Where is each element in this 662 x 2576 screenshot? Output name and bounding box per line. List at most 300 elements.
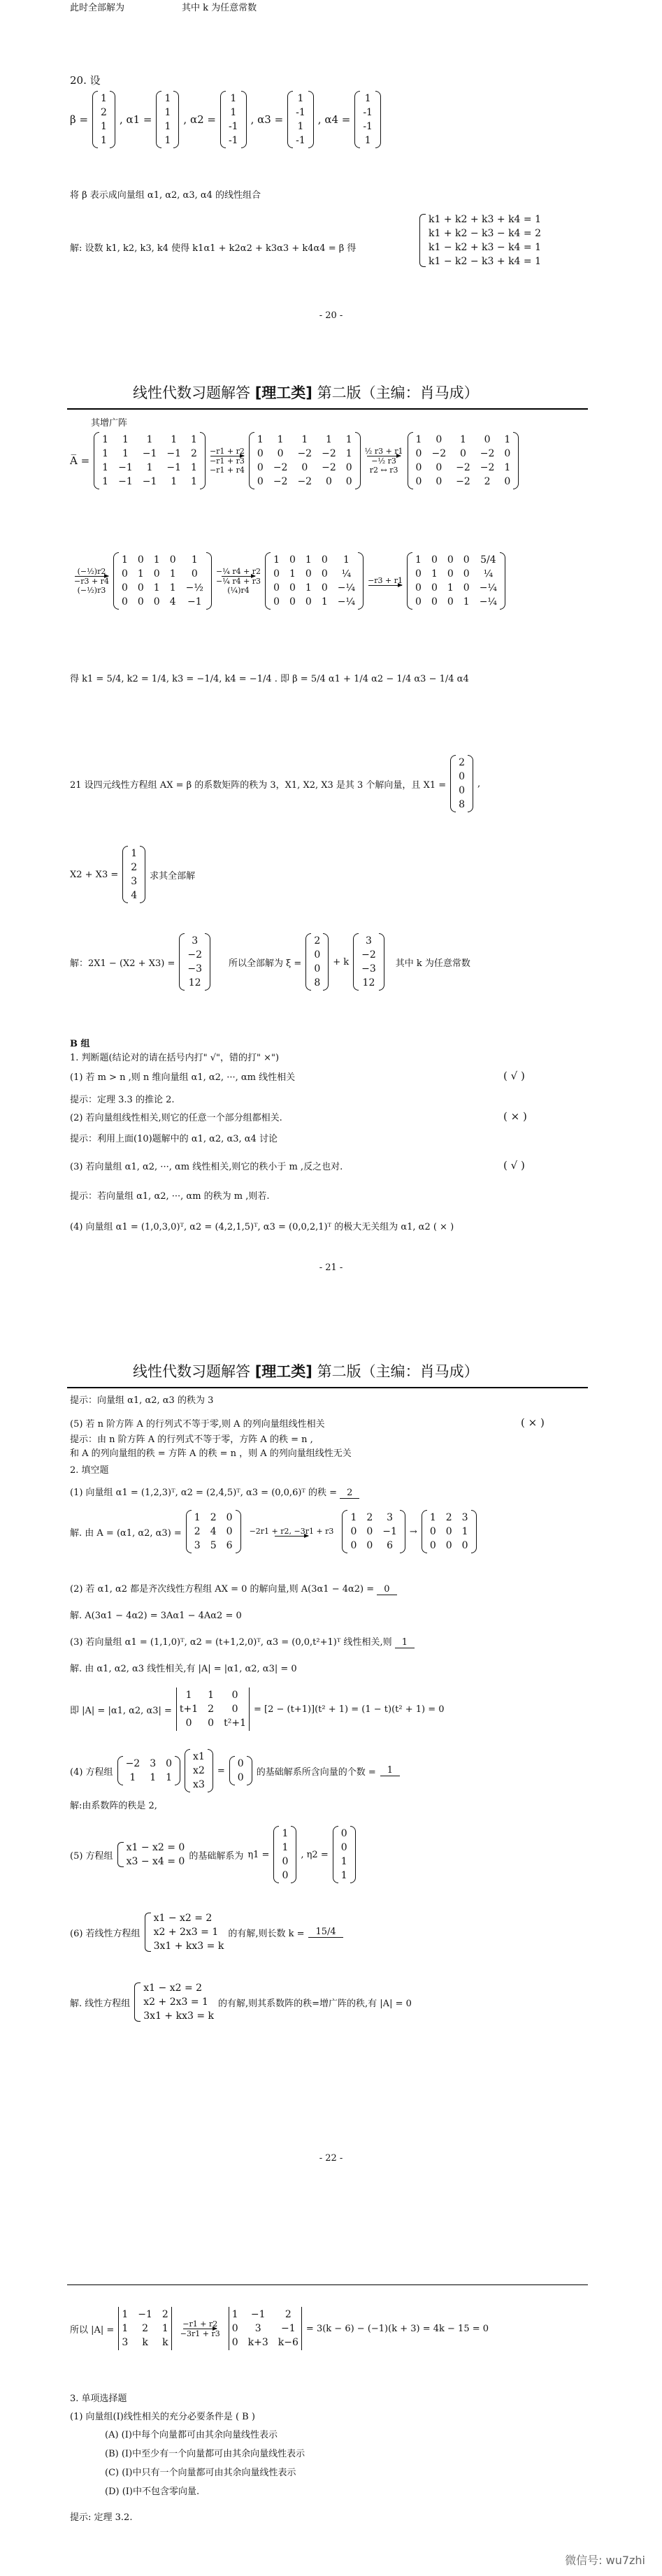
op-label: −3r1 + r3 — [180, 2329, 220, 2338]
matrix-entry: −¼ — [337, 582, 356, 593]
det-solution: 所以 |A| = 1 −1 2 1 2 1 3 k k −r1 + r2 −3r1 + r3 1 −1 2 0 3 −1 0 k+3 k−6 = 3(k − 6) − (−1)(k + 3) = 4k − 15 = 0 — [70, 2307, 489, 2350]
matrix-entry: −½ — [185, 582, 203, 593]
header-rule-23 — [67, 2284, 588, 2285]
matrix-entry: 1 — [146, 434, 153, 445]
matrix-entry: −1 — [281, 2323, 296, 2334]
matrix-entry: −¼ — [479, 596, 498, 607]
matrix-entry: 1 — [185, 1690, 192, 1701]
system-row: 3x1 + kx3 = k — [143, 2010, 215, 2022]
matrix-entry: 1 — [191, 476, 197, 487]
matrix-entry: 1 — [447, 582, 454, 593]
matrix-entry: 0 — [461, 1540, 468, 1551]
matrix-entry: 0 — [153, 596, 160, 607]
augmented-label: 其增广阵 — [91, 418, 128, 429]
op-arrow-1 — [210, 447, 245, 475]
q20-description: 将 β 表示成向量组 α1, α2, α3, α4 的线性组合 — [70, 190, 261, 201]
fill-1: (1) 向量组 α1 = (1,2,3)ᵀ, α2 = (2,4,5)ᵀ, α3 = (0,0,6)ᵀ 的秩 = 2 — [70, 1485, 359, 1498]
op-label: ½ r3 + r1 — [364, 447, 403, 456]
alpha4-vector — [354, 91, 381, 148]
watermark: 微信号: wu7zhi — [565, 2554, 645, 2567]
matrix-entry: 0 — [191, 568, 198, 580]
vector-entry: 1 — [164, 93, 171, 104]
det-matrix-2 — [229, 2307, 302, 2350]
matrix-entry: 1 — [122, 2323, 129, 2334]
vector-entry: 1 — [230, 93, 237, 104]
matrix-entry: 1 — [350, 1512, 357, 1523]
vector-entry: -1 — [296, 135, 305, 146]
matrix-entry: −1 — [187, 596, 202, 607]
x1-vector — [450, 755, 473, 812]
matrix-m6 — [407, 552, 505, 610]
matrix-entry: 1 — [231, 2309, 238, 2320]
matrix-entry: 2 — [194, 1526, 201, 1537]
op-label: −r1 + r2 — [209, 447, 245, 456]
vector-entry: 0 — [237, 1758, 244, 1769]
vector-entry: 1 — [340, 1856, 347, 1867]
matrix-entry: 0 — [447, 568, 454, 580]
vector-entry: 1 — [131, 848, 138, 859]
matrix-entry: −2 — [125, 1758, 141, 1769]
matrix-entry: 0 — [415, 582, 422, 593]
matrix-entry: 1 — [431, 568, 438, 580]
matrix-entry: 1 — [191, 434, 197, 445]
beta-vector — [92, 91, 115, 148]
matrix-entry: 2 — [445, 1512, 452, 1523]
judge-4: (4) 向量组 α1 = (1,0,3,0)ᵀ, α2 = (4,2,1,5)ᵀ, α3 = (0,0,2,1)ᵀ 的极大无关组为 α1, α2 ( × ) — [70, 1222, 454, 1232]
matrix-entry: 1 — [171, 434, 178, 445]
f1-matrix-2 — [342, 1510, 405, 1553]
fill-title: 2. 填空题 — [70, 1465, 109, 1476]
fill-2-solution: 解. A(3α1 − 4α2) = 3Aα1 − 4Aα2 = 0 — [70, 1611, 242, 1621]
op-label: −r1 + r4 — [209, 466, 245, 475]
matrix-entry: 0 — [257, 462, 264, 473]
matrix-entry: 0 — [137, 582, 144, 593]
matrix-entry: 0 — [431, 554, 438, 566]
matrix-entry: 0 — [305, 568, 312, 580]
matrix-entry: 0 — [289, 596, 296, 607]
matrix-entry: 0 — [345, 462, 352, 473]
matrix-entry: 0 — [429, 1526, 436, 1537]
op-arrow-5 — [368, 576, 403, 586]
matrix-entry: 0 — [273, 568, 280, 580]
matrix-entry: 0 — [305, 596, 312, 607]
hint-5a: 提示：由 n 阶方阵 A 的行列式不等于零，方阵 A 的秩 = n , — [70, 1434, 313, 1445]
page-number-21: - 21 - — [319, 1262, 343, 1273]
matrix-m5 — [265, 552, 364, 610]
matrix-entry: 0 — [415, 476, 422, 487]
vector-entry: -1 — [363, 121, 373, 132]
matrix-entry: −1 — [138, 2309, 152, 2320]
vector-entry: 3 — [192, 935, 199, 947]
matrix-entry: −2 — [322, 448, 336, 459]
matrix-entry: 0 — [504, 476, 511, 487]
matrix-entry: 1 — [102, 448, 109, 459]
matrix-entry: 1 — [463, 596, 470, 607]
header-rule-21 — [67, 408, 588, 410]
matrix-entry: 1 — [166, 1772, 173, 1783]
f4-x-vector — [185, 1749, 213, 1792]
system-row: x1 − x2 = 2 — [153, 1913, 213, 1924]
matrix-entry: 0 — [169, 554, 176, 566]
matrix-entry: k−6 — [278, 2337, 298, 2348]
alpha3-vector — [287, 91, 314, 148]
matrix-entry: 0 — [429, 1540, 436, 1551]
matrix-entry: 0 — [301, 462, 308, 473]
vector-entry: 2 — [314, 935, 321, 947]
vector-entry: 3 — [131, 876, 138, 887]
matrix-entry: 0 — [445, 1540, 452, 1551]
matrix-entry: 2 — [285, 2309, 292, 2320]
matrix-entry: 0 — [208, 1718, 215, 1729]
hint-4: 提示：向量组 α1, α2, α3 的秩为 3 — [70, 1395, 214, 1406]
matrix-entry: 1 — [122, 2309, 129, 2320]
matrix-m1 — [94, 432, 206, 489]
op-label: −r3 + r1 — [368, 576, 403, 585]
matrix-entry: −2 — [456, 476, 470, 487]
q20-result: 得 k1 = 5/4, k2 = 1/4, k3 = −1/4, k4 = −1/4 . 即 β = 5/4 α1 + 1/4 α2 − 1/4 α3 − 1/4 α4 — [70, 674, 469, 684]
op-label: −r3 + r4 — [74, 577, 109, 586]
matrix-entry: −1 — [382, 1526, 397, 1537]
matrix-entry: 0 — [350, 1540, 357, 1551]
matrix-entry: −2 — [273, 476, 288, 487]
vector-entry: -1 — [296, 107, 305, 118]
matrix-entry: ¼ — [341, 568, 352, 580]
matrix-entry: 6 — [387, 1540, 394, 1551]
vector-entry: 0 — [314, 963, 321, 974]
system-row: x3 − x4 = 0 — [126, 1856, 185, 1867]
vector-entry: 2 — [131, 862, 138, 873]
matrix-entry: 1 — [321, 596, 328, 607]
matrix-entry: 1 — [171, 476, 178, 487]
op-label: −½ r3 — [371, 456, 396, 466]
matrix-entry: 2 — [161, 2309, 168, 2320]
fill-3: (3) 若向量组 α1 = (1,1,0)ᵀ, α2 = (t+1,2,0)ᵀ, α3 = (0,0,t²+1)ᵀ 线性相关,则 1 — [70, 1634, 415, 1648]
system-row: k1 − k2 + k3 − k4 = 1 — [429, 242, 541, 253]
system-row: x1 − x2 = 0 — [126, 1842, 185, 1853]
matrix-entry: k — [162, 2337, 168, 2348]
matrix-entry: 1 — [305, 554, 312, 566]
system-row: x2 + 2x3 = 1 — [143, 1996, 208, 2008]
matrix-entry: 0 — [226, 1526, 233, 1537]
vector-entry: 1 — [297, 121, 304, 132]
matrix-entry: 0 — [289, 582, 296, 593]
matrix-entry: 1 — [102, 462, 109, 473]
matrix-entry: 1 — [345, 434, 352, 445]
fill-1-solution: 解. 由 A = (α1, α2, α3) = 1 2 0 2 4 0 3 5 6 −2r1 + r2, −3r1 + r3 1 2 3 0 0 −1 0 0 6 → 1 2 3 0 0 1 0 0 0 — [70, 1510, 477, 1553]
vector-entry: 4 — [131, 890, 138, 901]
op-label: −¼ r4 + r2 — [215, 567, 261, 576]
hint-2: 提示：利用上面(10)题解中的 α1, α2, α3, α4 讨论 — [70, 1134, 278, 1144]
judge-1: (1) 若 m > n ,则 n 维向量组 α1, α2, ···, αm 线性相关 — [70, 1072, 296, 1083]
choice-option: (D) (I)中不包含零向量. — [105, 2487, 200, 2497]
choice-option: (C) (I)中只有一个向量都可由其余向量线性表示 — [105, 2468, 296, 2478]
matrix-entry: t+1 — [179, 1704, 199, 1715]
matrix-entry: 0 — [463, 568, 470, 580]
matrix-entry: 0 — [231, 1690, 238, 1701]
matrix-entry: 1 — [208, 1690, 215, 1701]
f4-zero-vector — [229, 1756, 252, 1785]
matrix-entry: 1 — [345, 448, 352, 459]
matrix-entry: 1 — [257, 434, 264, 445]
fill-4-solution: 解:由系数阵的秩是 2, — [70, 1801, 157, 1811]
vector-entry: −2 — [187, 949, 202, 960]
vector-entry: 2 — [459, 757, 466, 768]
vector-entry: -1 — [228, 135, 238, 146]
vector-entry: 1 — [101, 93, 107, 104]
op-arrow-4 — [216, 567, 261, 595]
judge-3-mark: ( √ ) — [503, 1159, 525, 1172]
matrix-entry: 1 — [504, 462, 511, 473]
judge-2-mark: ( × ) — [503, 1110, 527, 1123]
matrix-entry: 0 — [459, 448, 466, 459]
matrix-entry: 0 — [121, 596, 128, 607]
matrix-entry: 1 — [415, 554, 422, 566]
matrix-entry: 0 — [350, 1526, 357, 1537]
matrix-entry: 0 — [289, 554, 296, 566]
judge-3: (3) 若向量组 α1, α2, ···, αm 线性相关,则它的秩小于 m ,反之也对. — [70, 1162, 343, 1172]
judge-5-mark: ( × ) — [521, 1416, 545, 1429]
vector-entry: 1 — [364, 135, 371, 146]
matrix-entry: 3 — [194, 1540, 201, 1551]
fill-3-solution: 解. 由 α1, α2, α3 线性相关,有 |A| = |α1, α2, α3| = 0 — [70, 1664, 297, 1674]
op-label: −¼ r4 + r3 — [215, 577, 261, 586]
matrix-entry: 0 — [121, 582, 128, 593]
f1-matrix-3 — [422, 1510, 477, 1553]
matrix-entry: 0 — [273, 596, 280, 607]
matrix-entry: 0 — [415, 462, 422, 473]
op-label: −r1 + r3 — [209, 456, 245, 466]
matrix-entry: 1 — [122, 434, 129, 445]
judge-1-mark: ( √ ) — [503, 1070, 525, 1082]
vector-entry: 3 — [366, 935, 372, 947]
vector-entry: 0 — [237, 1772, 244, 1783]
matrix-entry: 0 — [415, 448, 422, 459]
matrix-entry: 0 — [436, 434, 442, 445]
matrix-entry: t²+1 — [224, 1718, 246, 1729]
matrix-entry: ¼ — [483, 568, 494, 580]
system-row: k1 + k2 + k3 + k4 = 1 — [429, 214, 541, 225]
det-matrix-1 — [118, 2307, 171, 2350]
vector-entry: 0 — [340, 1828, 347, 1839]
vector-entry: x1 — [193, 1751, 205, 1762]
matrix-entry: −2 — [431, 448, 447, 459]
matrix-entry: 0 — [257, 448, 264, 459]
matrix-entry: 0 — [121, 568, 128, 580]
vector-entry: 0 — [282, 1856, 289, 1867]
row-reduction-2 — [70, 552, 505, 610]
op-arrow-3 — [74, 567, 109, 595]
matrix-entry: 0 — [277, 448, 284, 459]
matrix-entry: −1 — [250, 2309, 266, 2320]
matrix-entry: 2 — [484, 476, 491, 487]
fill-5: (5) 方程组 x1 − x2 = 0 x3 − x4 = 0 的基础解系为 η1 = 1 1 0 0 , η2 = 0 0 1 1 — [70, 1826, 356, 1883]
vector-entry: x2 — [193, 1765, 205, 1776]
system-row: k1 − k2 − k3 + k4 = 1 — [429, 256, 541, 267]
matrix-entry: 1 — [459, 434, 466, 445]
single-choice-title: 3. 单项选择题 — [70, 2394, 127, 2404]
page-number-20: - 20 - — [319, 310, 343, 321]
matrix-entry: 1 — [169, 582, 176, 593]
fill-4: (4) 方程组 −2 3 0 1 1 1 x1 x2 x3 = 0 0 的基础解系所含向量的个数 = 1 — [70, 1749, 400, 1792]
matrix-entry: 0 — [345, 476, 352, 487]
matrix-entry: −1 — [166, 448, 182, 459]
vector-entry: 12 — [188, 977, 201, 988]
vector-entry: 1 — [282, 1828, 289, 1839]
page-header-21: 线性代数习题解答 [理工类] 第二版（主编：肖马成） — [133, 384, 479, 401]
matrix-entry: 0 — [257, 476, 264, 487]
matrix-entry: 1 — [273, 554, 280, 566]
vector-entry: 8 — [314, 977, 321, 988]
matrix-entry: k+3 — [247, 2337, 268, 2348]
vector-entry: 1 — [164, 121, 171, 132]
vector-entry: 1 — [340, 1870, 347, 1881]
matrix-entry: 0 — [366, 1540, 373, 1551]
fill-2: (2) 若 α1, α2 都是齐次线性方程组 AX = 0 的解向量,则 A(3α1 − 4α2) = 0 — [70, 1581, 397, 1595]
f5-eta2-vector — [333, 1826, 356, 1883]
row-reduction-1 — [70, 432, 519, 489]
vector-entry: 1 — [364, 93, 371, 104]
matrix-entry: 4 — [210, 1526, 217, 1537]
matrix-entry: −1 — [118, 462, 133, 473]
matrix-entry: 1 — [122, 448, 129, 459]
matrix-entry: 0 — [463, 582, 470, 593]
vector-entry: 1 — [282, 1842, 289, 1853]
vector-entry: 0 — [314, 949, 321, 960]
matrix-entry: 0 — [137, 596, 144, 607]
det-op-arrow — [180, 2319, 220, 2338]
page-number-22: - 22 - — [319, 2153, 343, 2164]
top-fragment-tail: 其中 k 为任意常数 — [182, 3, 257, 13]
matrix-entry: 1 — [102, 476, 109, 487]
vector-entry: 12 — [362, 977, 375, 988]
matrix-entry: −2 — [480, 448, 495, 459]
matrix-m3 — [408, 432, 519, 489]
matrix-entry: 0 — [447, 596, 454, 607]
f1-op-arrow — [250, 1527, 334, 1537]
matrix-entry: 5/4 — [480, 554, 496, 566]
matrix-entry: 1 — [146, 462, 153, 473]
vector-entry: 1 — [230, 107, 237, 118]
vector-entry: 1 — [297, 93, 304, 104]
choice-option: (A) (I)中每个向量都可由其余向量线性表示 — [105, 2430, 278, 2440]
hint-3: 提示：若向量组 α1, α2, ···, αm 的秩为 m ,则若. — [70, 1191, 270, 1202]
matrix-entry: −1 — [166, 462, 182, 473]
hint-1: 提示：定理 3.3 的推论 2. — [70, 1095, 175, 1105]
matrix-entry: 0 — [185, 1718, 192, 1729]
matrix-entry: −¼ — [337, 596, 356, 607]
matrix-entry: 0 — [436, 462, 442, 473]
matrix-m4 — [113, 552, 212, 610]
matrix-entry: 0 — [321, 568, 328, 580]
hint-5b: 和 A 的列向量组的秩 = 方阵 A 的秩 = n ，则 A 的列向量组线性无关 — [70, 1448, 352, 1459]
alpha1-vector — [156, 91, 179, 148]
op-label: (−½)r3 — [77, 586, 106, 595]
vector-entry: 0 — [282, 1870, 289, 1881]
op-arrow-2 — [365, 447, 403, 475]
q20-label: 20. 设 — [70, 74, 101, 87]
abar-label: A̅ = — [70, 454, 90, 467]
matrix-entry: 0 — [431, 582, 438, 593]
vector-entry: 1 — [101, 121, 107, 132]
matrix-entry: −1 — [142, 476, 157, 487]
header-rule-22 — [67, 1387, 588, 1388]
f5-eta1-vector — [273, 1826, 296, 1883]
matrix-entry: 2 — [142, 2323, 149, 2334]
vector-entry: 8 — [459, 799, 466, 810]
matrix-entry: −2 — [273, 462, 288, 473]
matrix-entry: 0 — [415, 568, 422, 580]
matrix-entry: 2 — [366, 1512, 373, 1523]
matrix-entry: 1 — [301, 434, 308, 445]
matrix-entry: k — [142, 2337, 148, 2348]
matrix-entry: 1 — [194, 1512, 201, 1523]
matrix-entry: 3 — [387, 1512, 394, 1523]
matrix-entry: 0 — [226, 1512, 233, 1523]
matrix-entry: 0 — [436, 476, 442, 487]
matrix-entry: 1 — [137, 568, 144, 580]
matrix-entry: 2 — [191, 448, 197, 459]
matrix-entry: 0 — [231, 2337, 238, 2348]
vector-entry: 2 — [101, 107, 107, 118]
matrix-entry: 0 — [445, 1526, 452, 1537]
vector-entry: 1 — [101, 135, 107, 146]
system-row: 3x1 + kx3 = k — [153, 1941, 224, 1952]
sol-vector — [179, 933, 210, 991]
q20-vectors: β = 1 2 1 1 , α1 = 1 1 1 1 , α2 = 1 1 -1 -1 , α3 = 1 -1 1 -1 , α4 = 1 -1 -1 1 — [70, 91, 381, 148]
matrix-entry: 4 — [169, 596, 176, 607]
op-label: (−½)r2 — [77, 567, 106, 576]
vector-entry: -1 — [228, 121, 238, 132]
fill-6: (6) 若线性方程组 x1 − x2 = 2 x2 + 2x3 = 1 3x1 + kx3 = k 的有解,则长数 k = 15/4 — [70, 1913, 343, 1952]
vector-entry: 1 — [164, 135, 171, 146]
matrix-entry: 0 — [231, 2323, 238, 2334]
f1-matrix-1 — [186, 1510, 241, 1553]
matrix-entry: −2 — [456, 462, 470, 473]
matrix-entry: 3 — [461, 1512, 468, 1523]
matrix-entry: 6 — [226, 1540, 233, 1551]
page-header-22: 线性代数习题解答 [理工类] 第二版（主编：肖马成） — [133, 1363, 479, 1380]
matrix-entry: 1 — [169, 568, 176, 580]
matrix-entry: 1 — [305, 582, 312, 593]
vector-entry: -1 — [363, 107, 373, 118]
vector-entry: −3 — [187, 963, 202, 974]
vector-entry: 1 — [164, 107, 171, 118]
vector-entry: −3 — [361, 963, 376, 974]
xi2-vector — [353, 933, 384, 991]
judge-2: (2) 若向量组线性相关,则它的任意一个部分组都相关. — [70, 1113, 282, 1123]
matrix-entry: 0 — [504, 448, 511, 459]
matrix-entry: 1 — [150, 1772, 157, 1783]
matrix-entry: 1 — [121, 554, 128, 566]
q21-x23: X2 + X3 = 1 2 3 4 求其全部解 — [70, 846, 195, 903]
matrix-entry: 1 — [461, 1526, 468, 1537]
group-b-label: B 组 — [70, 1039, 90, 1049]
vector-entry: 0 — [459, 771, 466, 782]
q21-solution: 解：2X1 − (X2 + X3) = 3 −2 −3 12 所以全部解为 ξ = 2 0 0 8 + k 3 −2 −3 12 其中 k 为任意常数 — [70, 933, 470, 991]
matrix-entry: 1 — [325, 434, 332, 445]
matrix-entry: 0 — [325, 476, 332, 487]
matrix-entry: 1 — [343, 554, 350, 566]
matrix-m2 — [249, 432, 361, 489]
op-label: r2 ↔ r3 — [369, 466, 398, 475]
matrix-entry: 1 — [415, 434, 422, 445]
matrix-entry: 0 — [431, 596, 438, 607]
fill-3-det: 即 |A| = |α1, α2, α3| = 1 1 0 t+1 2 0 0 0 t²+1 = [2 − (t+1)](t² + 1) = (1 − t)(t² + 1) = 0 — [70, 1688, 445, 1731]
matrix-entry: 0 — [166, 1758, 173, 1769]
system-row: x2 + 2x3 = 1 — [153, 1927, 219, 1938]
vector-entry: −2 — [361, 949, 376, 960]
matrix-entry: 1 — [277, 434, 284, 445]
